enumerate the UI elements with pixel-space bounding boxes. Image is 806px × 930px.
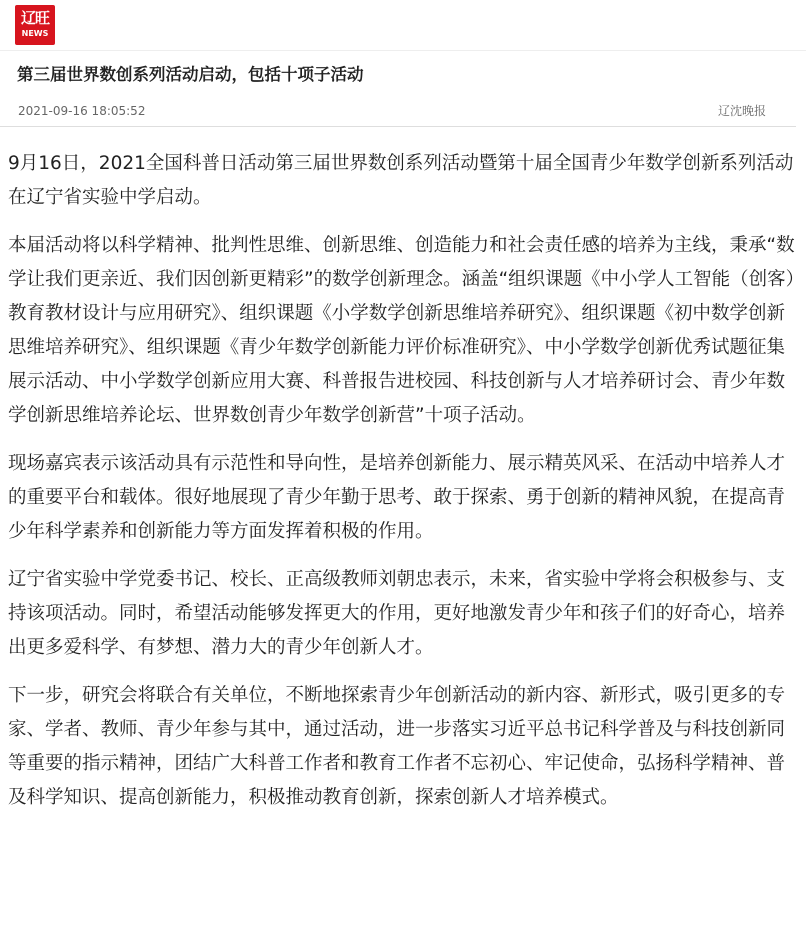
article-source[interactable]: 辽沈晚报	[717, 104, 766, 118]
article-paragraph-2: 本届活动将以科学精神、批判性思维、创新思维、创造能力和社会责任感的培养为主线，秉承“数学让我们更亲近、我们因创新更精彩”的数学创新理念。涵盖“组织课题《中小学人工智能（创客）教育教材设计与应用研究》、组织课题《小学数学创新思维培养研究》、组织课题《初中数学创新思维培养研究》、组织课题《青少年数学创新能力评价标准研究》、中小学数学创新优秀试题征集展示活动、中小学数学创新应用大赛、科普报告进校园、科技创新与人才培养研讨会、青少年数学创新思维培养论坛、世界数创青少年数学创新营”十项子活动。	[8, 235, 795, 426]
article-paragraph-4: 辽宁省实验中学党委书记、校长、正高级教师刘朝忠表示，未来，省实验中学将会积极参与、支持该项活动。同时，希望活动能够发挥更大的作用，更好地激发青少年和孩子们的好奇心，培养出更多爱科学、有梦想、潜力大的青少年创新人才。	[8, 569, 786, 658]
logo-sub-text: NEWS	[21, 29, 49, 38]
logo-main-text: 辽旺	[20, 9, 49, 27]
article-paragraph-3: 现场嘉宾表示该活动具有示范性和导向性，是培养创新能力、展示精英风采、在活动中培养人才的重要平台和载体。很好地展现了青少年勤于思考、敢于探索、勇于创新的精神风貌，在提高青少年科学素养和创新能力等方面发挥着积极的作用。	[8, 453, 786, 542]
article-header	[0, 51, 796, 127]
article-title: 第三届世界数创系列活动启动，包括十项子活动	[17, 65, 364, 84]
article-paragraph-1: 9月16日，2021全国科普日活动第三届世界数创系列活动暨第十届全国青少年数学创新系列活动在辽宁省实验中学启动。	[8, 153, 794, 208]
publish-date: 2021-09-16 18:05:52	[18, 104, 146, 118]
brand-logo[interactable]	[15, 5, 55, 45]
article-body	[0, 127, 798, 815]
top-bar	[0, 0, 806, 51]
article-paragraph-5: 下一步，研究会将联合有关单位，不断地探索青少年创新活动的新内容、新形式，吸引更多的专家、学者、教师、青少年参与其中，通过活动，进一步落实习近平总书记科学普及与科技创新同等重要的指示精神，团结广大科普工作者和教育工作者不忘初心、牢记使命，弘扬科学精神、普及科学知识、提高创新能力，积极推动教育创新，探索创新人才培养模式。	[8, 685, 786, 808]
